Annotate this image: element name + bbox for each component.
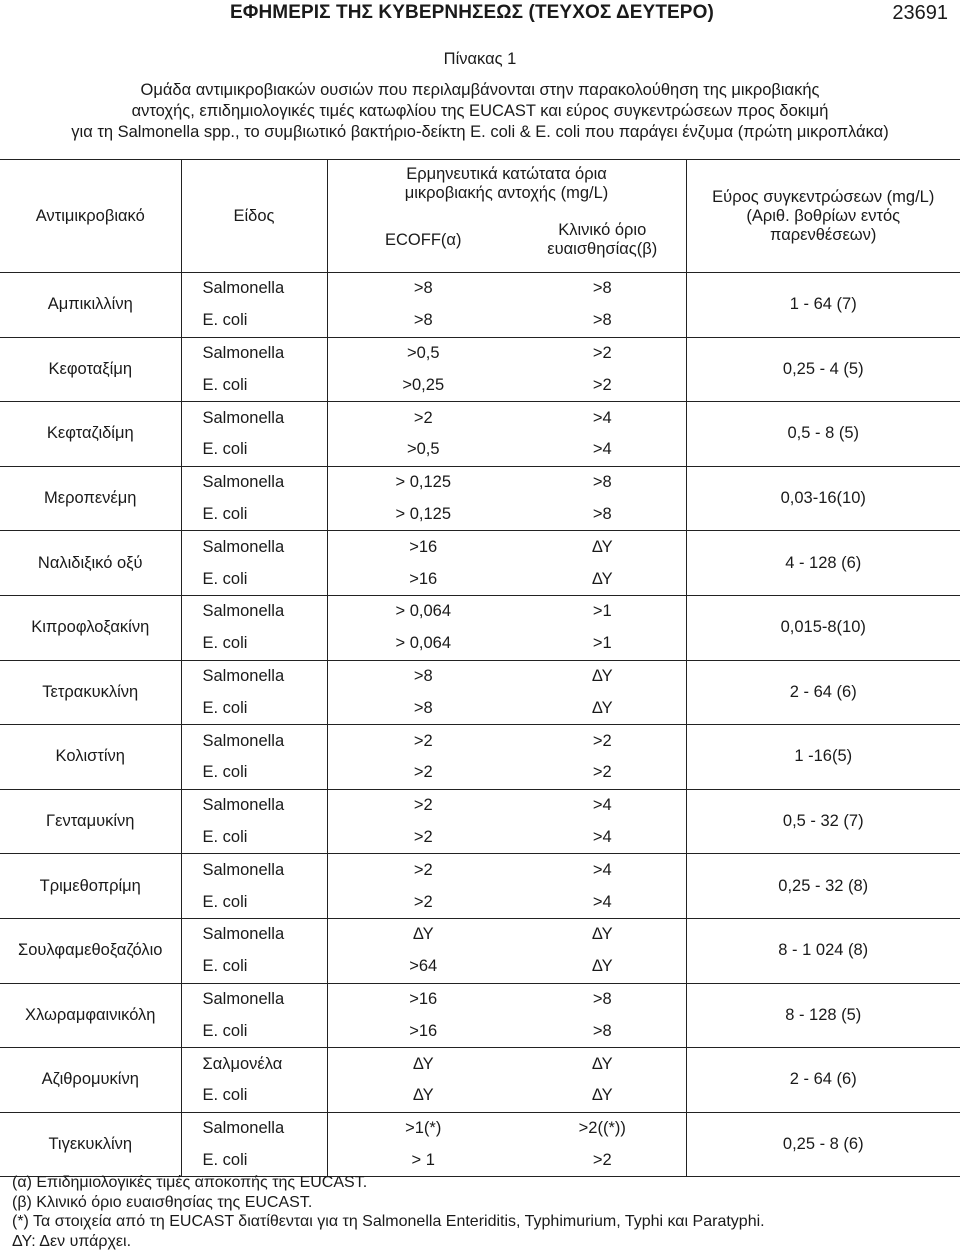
clinical-cell: >2	[519, 337, 686, 369]
clinical-cell: >8	[519, 273, 686, 305]
clinical-cell: ΔΥ	[519, 1080, 686, 1112]
clinical-cell: >4	[519, 789, 686, 821]
species-cell: Salmonella	[181, 1112, 327, 1144]
header-breakpoints-line: Ερμηνευτικά κατώτατα όρια	[406, 165, 607, 183]
ecoff-cell: > 0,125	[327, 499, 519, 531]
clinical-cell: >4	[519, 822, 686, 854]
species-cell: E. coli	[181, 1145, 327, 1177]
ecoff-cell: >8	[327, 660, 519, 692]
antimicrobial-name: Μεροπενέμη	[0, 466, 181, 531]
species-cell: Salmonella	[181, 531, 327, 563]
range-cell: 0,25 - 4 (5)	[686, 337, 960, 402]
ecoff-cell: >8	[327, 692, 519, 724]
clinical-cell: >2	[519, 725, 686, 757]
species-cell: E. coli	[181, 305, 327, 337]
ecoff-cell: >2	[327, 757, 519, 789]
header-breakpoints-line: μικροβιακής αντοχής (mg/L)	[404, 184, 609, 202]
range-cell: 0,25 - 8 (6)	[686, 1112, 960, 1177]
clinical-cell: ΔΥ	[519, 692, 686, 724]
clinical-cell: >4	[519, 854, 686, 886]
ecoff-cell: >16	[327, 531, 519, 563]
ecoff-cell: > 0,064	[327, 595, 519, 627]
range-cell: 0,5 - 32 (7)	[686, 789, 960, 854]
header-clinical	[519, 208, 686, 273]
header-antimicrobial: Αντιμικροβιακό	[0, 160, 181, 273]
clinical-cell: >4	[519, 434, 686, 466]
antimicrobial-name: Ναλιδιξικό οξύ	[0, 531, 181, 596]
species-cell: Salmonella	[181, 660, 327, 692]
ecoff-cell: >8	[327, 273, 519, 305]
species-cell: E. coli	[181, 563, 327, 595]
clinical-cell: >8	[519, 499, 686, 531]
antimicrobial-name: Αζιθρομυκίνη	[0, 1048, 181, 1113]
ecoff-cell: > 0,125	[327, 466, 519, 498]
header-range-line: παρενθέσεων)	[770, 225, 877, 244]
ecoff-cell: ΔΥ	[327, 1048, 519, 1080]
antimicrobial-name: Κεφοταξίμη	[0, 337, 181, 402]
clinical-cell: >1	[519, 595, 686, 627]
antimicrobial-name: Τιγεκυκλίνη	[0, 1112, 181, 1177]
species-cell: E. coli	[181, 951, 327, 983]
ecoff-cell: >0,5	[327, 434, 519, 466]
species-cell: E. coli	[181, 1080, 327, 1112]
ecoff-cell: > 0,064	[327, 628, 519, 660]
header-range-line: Εύρος συγκεντρώσεων (mg/L)	[712, 187, 935, 206]
clinical-cell: ΔΥ	[519, 660, 686, 692]
clinical-cell: ΔΥ	[519, 531, 686, 563]
ecoff-cell: >0,5	[327, 337, 519, 369]
ecoff-cell: >2	[327, 725, 519, 757]
ecoff-cell: ΔΥ	[327, 918, 519, 950]
ecoff-cell: >1(*)	[327, 1112, 519, 1144]
range-cell: 0,5 - 8 (5)	[686, 402, 960, 467]
header-range-line: (Αριθ. βοθρίων εντός	[746, 206, 901, 225]
species-cell: E. coli	[181, 1015, 327, 1047]
table-body	[0, 273, 960, 1177]
clinical-cell: ΔΥ	[519, 918, 686, 950]
table-number: Πίνακας 1	[443, 50, 517, 68]
page-number: 23691	[892, 2, 948, 24]
footnote: (β) Κλινικό όριο ευαισθησίας της EUCAST.	[12, 1193, 313, 1211]
gazette-title: ΕΦΗΜΕΡΙΣ ΤΗΣ ΚΥΒΕΡΝΗΣΕΩΣ (ΤΕΥΧΟΣ ΔΕΥΤΕΡΟ)	[230, 2, 714, 23]
species-cell: E. coli	[181, 499, 327, 531]
clinical-cell: ΔΥ	[519, 951, 686, 983]
clinical-cell: >8	[519, 466, 686, 498]
header-range	[686, 160, 960, 273]
footnote: (α) Επιδημιολογικές τιμές αποκοπής της EUCAST.	[12, 1174, 368, 1191]
range-cell: 0,015-8(10)	[686, 595, 960, 660]
footnotes	[12, 1173, 765, 1251]
species-cell: E. coli	[181, 692, 327, 724]
species-cell: Salmonella	[181, 789, 327, 821]
species-cell: E. coli	[181, 757, 327, 789]
antimicrobial-name: Κιπροφλοξακίνη	[0, 595, 181, 660]
ecoff-cell: >16	[327, 1015, 519, 1047]
antimicrobial-name: Σουλφαμεθοξαζόλιο	[0, 918, 181, 983]
antimicrobial-name: Γενταμυκίνη	[0, 789, 181, 854]
antimicrobial-table	[0, 159, 960, 1177]
range-cell: 1 - 64 (7)	[686, 273, 960, 338]
ecoff-cell: > 1	[327, 1145, 519, 1177]
clinical-cell: >2((*))	[519, 1112, 686, 1144]
range-cell: 8 - 1 024 (8)	[686, 918, 960, 983]
species-cell: Salmonella	[181, 854, 327, 886]
species-cell: Salmonella	[181, 918, 327, 950]
species-cell: Salmonella	[181, 983, 327, 1015]
antimicrobial-name: Κεφταζιδίμη	[0, 402, 181, 467]
clinical-cell: >8	[519, 305, 686, 337]
ecoff-cell: ΔΥ	[327, 1080, 519, 1112]
range-cell: 2 - 64 (6)	[686, 1048, 960, 1113]
ecoff-cell: >64	[327, 951, 519, 983]
ecoff-cell: >16	[327, 983, 519, 1015]
header-clinical-line: ευαισθησίας(β)	[547, 240, 658, 258]
ecoff-cell: >2	[327, 789, 519, 821]
species-cell: Salmonella	[181, 466, 327, 498]
species-cell: E. coli	[181, 434, 327, 466]
footnote: (*) Τα στοιχεία από τη EUCAST διατίθενται για τη Salmonella Enteriditis, Typhimurium, Typhi και Paratyphi.	[12, 1213, 765, 1230]
table-title	[0, 80, 960, 143]
antimicrobial-name: Τριμεθοπρίμη	[0, 854, 181, 919]
species-cell: Salmonella	[181, 337, 327, 369]
clinical-cell: ΔΥ	[519, 563, 686, 595]
ecoff-cell: >2	[327, 886, 519, 918]
antimicrobial-name: Χλωραμφαινικόλη	[0, 983, 181, 1048]
species-cell: E. coli	[181, 822, 327, 854]
range-cell: 0,25 - 32 (8)	[686, 854, 960, 919]
ecoff-cell: >16	[327, 563, 519, 595]
species-cell: Salmonella	[181, 402, 327, 434]
ecoff-cell: >2	[327, 822, 519, 854]
clinical-cell: >8	[519, 983, 686, 1015]
ecoff-cell: >8	[327, 305, 519, 337]
header-ecoff: ECOFF(α)	[327, 208, 519, 273]
clinical-cell: ΔΥ	[519, 1048, 686, 1080]
range-cell: 0,03-16(10)	[686, 466, 960, 531]
ecoff-cell: >2	[327, 402, 519, 434]
table-title-line: αντοχής, επιδημιολογικές τιμές κατωφλίου της EUCAST και εύρος συγκεντρώσεων προς δοκιμή	[131, 102, 829, 120]
table-title-line: Ομάδα αντιμικροβιακών ουσιών που περιλαμβάνονται στην παρακολούθηση της μικροβιακής	[140, 81, 820, 99]
species-cell: Salmonella	[181, 273, 327, 305]
header-clinical-line: Κλινικό όριο	[558, 221, 647, 239]
species-cell: Σαλμονέλα	[181, 1048, 327, 1080]
clinical-cell: >4	[519, 886, 686, 918]
clinical-cell: >2	[519, 1145, 686, 1177]
footnote: ΔΥ: Δεν υπάρχει.	[12, 1232, 132, 1250]
clinical-cell: >2	[519, 369, 686, 401]
header-species: Είδος	[181, 160, 327, 273]
antimicrobial-name: Κολιστίνη	[0, 725, 181, 790]
species-cell: Salmonella	[181, 595, 327, 627]
antimicrobial-name: Αμπικιλλίνη	[0, 273, 181, 338]
species-cell: E. coli	[181, 886, 327, 918]
species-cell: E. coli	[181, 628, 327, 660]
clinical-cell: >2	[519, 757, 686, 789]
range-cell: 2 - 64 (6)	[686, 660, 960, 725]
ecoff-cell: >0,25	[327, 369, 519, 401]
antimicrobial-name: Τετρακυκλίνη	[0, 660, 181, 725]
range-cell: 8 - 128 (5)	[686, 983, 960, 1048]
table-title-line: για τη Salmonella spp., το συμβιωτικό βακτήριο-δείκτη E. coli & E. coli που παράγει ένζυμα (πρώτη μικροπλάκα)	[71, 123, 889, 141]
species-cell: E. coli	[181, 369, 327, 401]
range-cell: 1 -16(5)	[686, 725, 960, 790]
range-cell: 4 - 128 (6)	[686, 531, 960, 596]
page-header	[0, 0, 960, 30]
species-cell: Salmonella	[181, 725, 327, 757]
clinical-cell: >1	[519, 628, 686, 660]
ecoff-cell: >2	[327, 854, 519, 886]
clinical-cell: >8	[519, 1015, 686, 1047]
header-breakpoints	[327, 160, 686, 209]
clinical-cell: >4	[519, 402, 686, 434]
